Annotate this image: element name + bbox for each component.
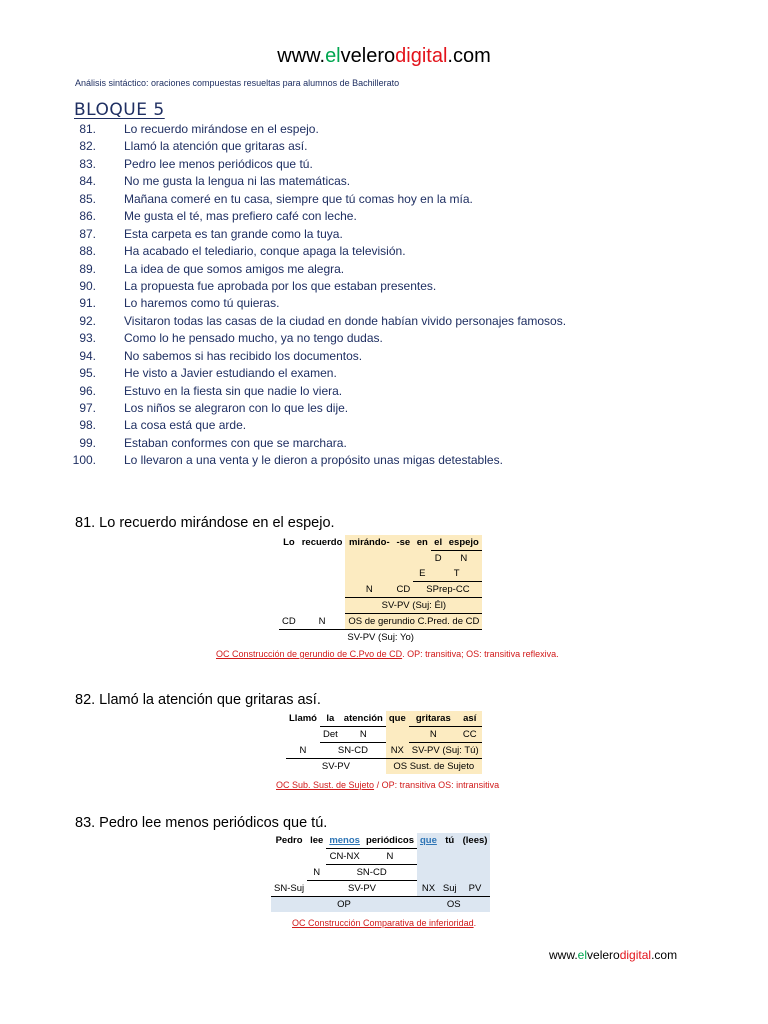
analysis-81-note: OC Construcción de gerundio de C.Pvo de CD. OP: transitiva; OS: transitiva reflexiva.: [216, 649, 559, 659]
list-item: 83. Pedro lee menos periódicos que tú.: [79, 156, 313, 171]
table-row: N SN-CD NX SV-PV (Suj: Tú): [286, 743, 482, 759]
table-row: Pedro lee menos periódicos que tú (lees): [271, 833, 490, 849]
footer-brand-digital: digital: [619, 948, 652, 962]
table-row: D N: [279, 551, 482, 567]
table-row: N CD SPrep-CC: [279, 582, 482, 598]
table-row: SV-PV (Suj: Él): [279, 598, 482, 614]
analysis-81-heading: 81. Lo recuerdo mirándose en el espejo.: [75, 515, 335, 531]
list-item: 97. Los niños se alegraron con lo que les dije.: [79, 401, 349, 415]
list-item: 93. Como lo he pensado mucho, ya no tengo dudas.: [79, 331, 383, 346]
list-item: 99. Estaban conformes con que se marchara.: [79, 435, 347, 450]
table-row: Det N N CC: [286, 727, 482, 743]
sentence-list: [72, 121, 712, 470]
list-item: 92. Visitaron todas las casas de la ciudad en donde habían vivido personajes famosos.: [79, 313, 567, 328]
table-row: CN-NX N: [271, 849, 490, 865]
table-row: OP OS: [271, 897, 490, 913]
list-item: 96. Estuvo en la fiesta sin que nadie lo viera.: [79, 383, 343, 398]
table-row: E T: [279, 566, 482, 582]
table-row: CD N OS de gerundio C.Pred. de CD: [279, 614, 482, 630]
footer-brand-prefix: www.: [549, 948, 578, 962]
footer-brand-el: el: [577, 948, 588, 962]
list-item: 89. La idea de que somos amigos me alegra.: [79, 261, 345, 276]
footer-brand-velero: velero: [587, 948, 620, 962]
list-item: 95. He visto a Javier estudiando el examen.: [79, 366, 337, 381]
analysis-81-table: [279, 535, 482, 645]
table-row: SN-Suj SV-PV NX Suj PV: [271, 881, 490, 897]
brand-suffix: .com: [447, 45, 491, 67]
document-subtitle: Análisis sintáctico: oraciones compuestas resueltas para alumnos de Bachillerato: [75, 78, 400, 88]
analysis-82-heading: 82. Llamó la atención que gritaras así.: [75, 692, 321, 708]
list-item: 94. No sabemos si has recibido los documentos.: [79, 348, 363, 363]
list-item: 82. Llamó la atención que gritaras así.: [79, 139, 308, 154]
list-item: 98. La cosa está que arde.: [79, 418, 247, 433]
list-item: 81. Lo recuerdo mirándose en el espejo.: [79, 122, 319, 136]
table-row: Lo recuerdo mirándo- -se en el espejo: [279, 535, 482, 551]
analysis-83-table: [271, 833, 490, 912]
section-title: BLOQUE 5: [74, 100, 165, 120]
analysis-83-heading: 83. Pedro lee menos periódicos que tú.: [75, 815, 328, 831]
table-row: SV-PV (Suj: Yo): [347, 632, 414, 643]
list-item: 86. Me gusta el té, mas prefiero café con leche.: [79, 209, 357, 224]
footer-brand[interactable]: [549, 948, 677, 962]
analysis-83-note: OC Construcción Comparativa de inferioridad.: [292, 918, 477, 928]
brand-velero: velero: [340, 45, 396, 67]
list-item: 100. Lo llevaron a una venta y le dieron a propósito unas migas detestables.: [72, 453, 503, 468]
site-brand[interactable]: [0, 45, 768, 68]
list-item: 88. Ha acabado el telediario, conque apaga la televisión.: [79, 244, 406, 259]
footer-brand-suffix: .com: [651, 948, 678, 962]
table-row: N SN-CD: [271, 865, 490, 881]
table-row: Llamó la atención que gritaras así: [286, 711, 482, 727]
analysis-82-table: [286, 711, 482, 774]
brand-digital: digital: [395, 45, 448, 67]
list-item: 85. Mañana comeré en tu casa, siempre que tú comas hoy en la mía.: [79, 191, 473, 206]
list-item: 90. La propuesta fue aprobada por los que estaban presentes.: [79, 278, 437, 293]
list-item: 91. Lo haremos como tú quieras.: [79, 296, 280, 311]
brand-el: el: [325, 45, 341, 67]
brand-prefix: www.: [277, 45, 326, 67]
table-row: SV-PV OS Sust. de Sujeto: [286, 759, 482, 775]
analysis-82-note: OC Sub. Sust. de Sujeto / OP: transitiva OS: intransitiva: [276, 780, 500, 790]
list-item: 84. No me gusta la lengua ni las matemáticas.: [79, 174, 351, 189]
list-item: 87. Esta carpeta es tan grande como la tuya.: [79, 226, 343, 241]
